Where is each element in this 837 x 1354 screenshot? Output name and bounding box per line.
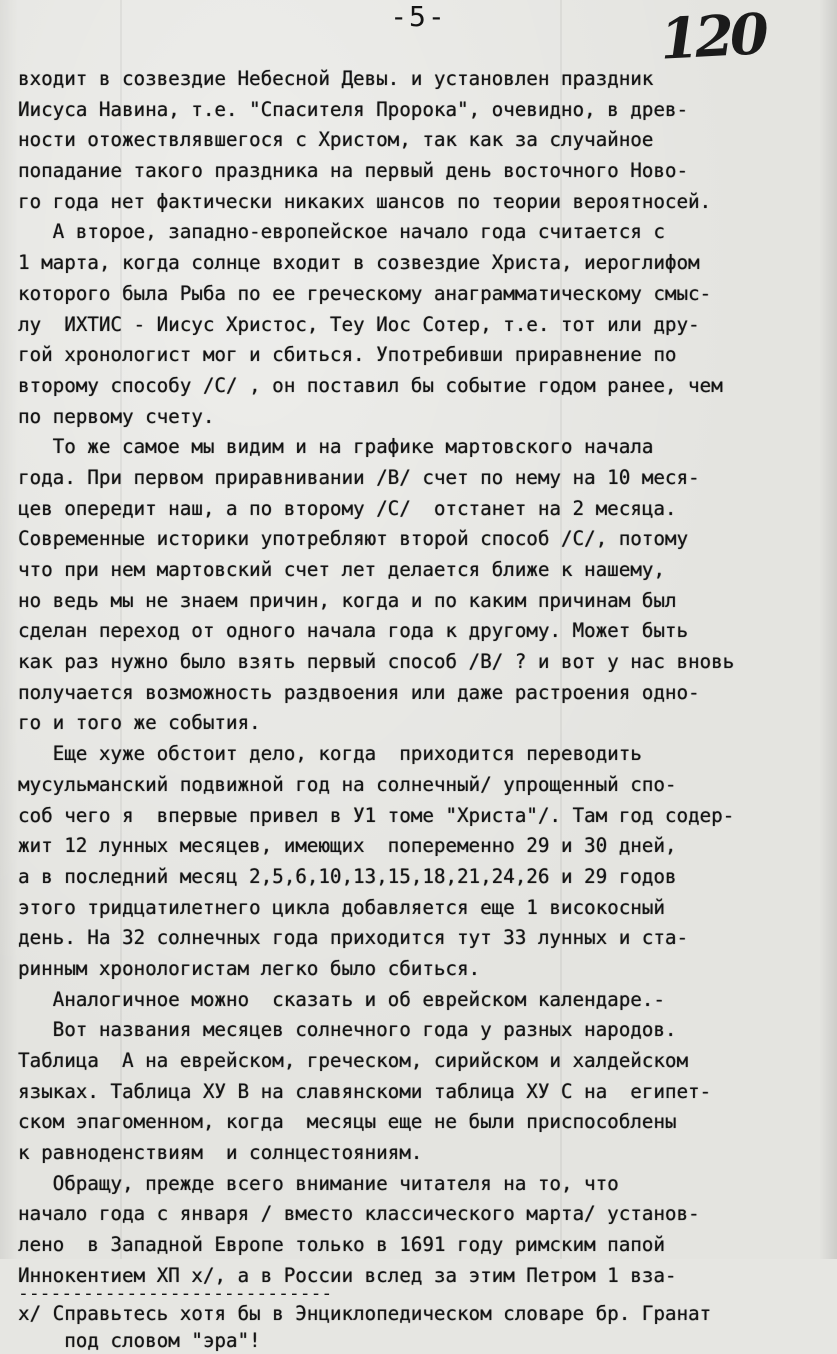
body-text (18, 64, 833, 1354)
text-line: как раз нужно было взять первый способ /В/ ? и вот у нас вновь (18, 650, 735, 674)
text-line: день. На 32 солнечных года приходится тут 33 лунных и ста- (18, 926, 689, 950)
text-line: Обращу, прежде всего внимание читателя на то, что (18, 1171, 619, 1195)
handwritten-folio-number: 120 (658, 1, 767, 73)
text-line: к равноденствиям и солнцестояниям. (18, 1141, 423, 1165)
text-line: Иннокентием ХП х/, а в России вслед за этим Петром 1 вза- (18, 1263, 677, 1287)
text-line: То же самое мы видим и на графике мартовского начала (18, 435, 654, 459)
text-line: попадание такого праздника на первый день восточного Ново- (18, 159, 689, 183)
text-line: Иисуса Навина, т.е. "Спасителя Пророка", очевидно, в древ- (18, 97, 689, 121)
page-number: -5- (390, 0, 447, 33)
text-line: по первому счету. (18, 404, 215, 428)
text-line: ринным хронологистам легко было сбиться. (18, 956, 481, 980)
text-line: Еще хуже обстоит дело, когда приходится переводить (18, 742, 642, 766)
text-line: Аналогичное можно сказать и об еврейском календаре.- (18, 987, 665, 1011)
text-line: но ведь мы не знаем причин, когда и по каким причинам был (18, 588, 677, 612)
text-line: ском эпагоменном, когда месяцы еще не были приспособлены (18, 1110, 677, 1134)
text-line: соб чего я впервые привел в У1 томе "Христа"/. Там год содер- (18, 803, 735, 827)
text-line: лено в Западной Европе только в 1691 году римским папой (18, 1233, 665, 1257)
text-line: этого тридцатилетнего цикла добавляется еще 1 високосный (18, 895, 665, 919)
text-line: Вот названия месяцев солнечного года у разных народов. (18, 1018, 677, 1042)
text-line: года. При первом приравнивании /В/ счет по нему на 10 меся- (18, 465, 700, 489)
footnote (18, 1300, 833, 1354)
text-line: второму способу /С/ , он поставил бы событие годом ранее, чем (18, 373, 723, 397)
text-line: лу ИХТИС - Иисус Христос, Теу Иос Сотер, т.е. тот или дру- (18, 312, 700, 336)
footnote-separator: ----------------------------- (18, 1282, 333, 1304)
text-line: А второе, западно-европейское начало года считается с (18, 220, 665, 244)
text-line: получается возможность раздвоения или даже растроения одно- (18, 680, 700, 704)
text-line: мусульманский подвижной год на солнечный/ упрощенный спо- (18, 772, 677, 796)
text-line: го года нет фактически никаких шансов по теории вероятносей. (18, 189, 712, 213)
text-line: гой хронологист мог и сбиться. Употребивши приравнение по (18, 343, 677, 367)
text-line: Современные историки употребляют второй способ /С/, потому (18, 527, 689, 551)
text-line: ности отожествлявшегося с Христом, так как за случайное (18, 128, 654, 152)
text-line: языках. Таблица ХУ В на славянскоми таблица ХУ С на египет- (18, 1079, 712, 1103)
text-line: жит 12 лунных месяцев, имеющих попеременно 29 и 30 дней, (18, 834, 677, 858)
text-line: 1 марта, когда солнце входит в созвездие Христа, иероглифом (18, 251, 700, 275)
text-line: входит в созвездие Небесной Девы. и установлен праздник (18, 67, 654, 90)
text-line: которого была Рыба по ее греческому анаграмматическому смыс- (18, 281, 712, 305)
footnote-line: под словом "эра"! (18, 1328, 261, 1352)
text-line: Таблица А на еврейском, греческом, сирийском и халдейском (18, 1049, 689, 1072)
footnote-line: х/ Справьтесь хотя бы в Энциклопедическом словаре бр. Гранат (18, 1301, 712, 1325)
text-line: начало года с января / вместо классического марта/ установ- (18, 1202, 700, 1226)
text-line: го и того же события. (18, 711, 261, 735)
text-line: что при нем мартовский счет лет делается ближе к нашему, (18, 558, 665, 581)
text-line: цев опередит наш, а по второму /С/ отстанет на 2 месяца. (18, 496, 677, 520)
text-line: сделан переход от одного начала года к другому. Может быть (18, 619, 689, 643)
text-line: а в последний месяц 2,5,6,10,13,15,18,21,24,26 и 29 годов (18, 864, 677, 888)
